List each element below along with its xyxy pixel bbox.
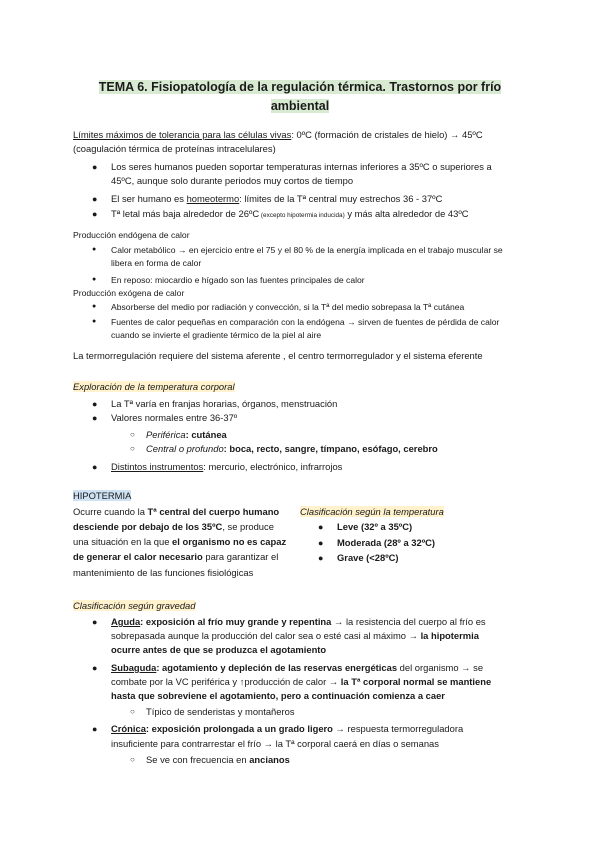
- limits-bullet-2: [111, 192, 442, 206]
- limits-line-1: [73, 128, 483, 142]
- cronica-label: Crónica: [111, 723, 146, 734]
- gravedad-heading: [73, 599, 195, 613]
- bullet-icon: ●: [92, 276, 97, 283]
- clasificacion-temp-heading-text: Clasificación según la temperatura: [300, 506, 444, 517]
- exploracion-sub-2: [146, 442, 438, 456]
- limits-bullet-2-pre: El ser humano es: [111, 193, 187, 204]
- exogena-bullet-2-line-1: Fuentes de calor pequeñas en comparación con la endógena → sirven de fuentes de pérdida de calor: [111, 317, 500, 327]
- circle-bullet-icon: ○: [130, 444, 135, 453]
- bullet-icon: ●: [92, 318, 97, 325]
- limits-bullet-3-note: (excepto hipotermia inducida): [259, 212, 345, 219]
- cronica-sub-b: ancianos: [249, 754, 290, 765]
- bullet-icon: ●: [92, 162, 98, 172]
- aguda-label: Aguda: [111, 616, 141, 627]
- circle-bullet-icon: ○: [130, 430, 135, 439]
- aguda-l2: sobrepasada aunque la producción del calor sea o esté casi al máximo →: [111, 630, 421, 641]
- subaguda-l2b: la Tª corporal normal se mantiene: [340, 676, 492, 687]
- exploracion-heading: [73, 380, 235, 394]
- clas-grave: Grave (<28ºC): [337, 552, 399, 563]
- aguda-l2b: la hipotermia: [420, 630, 479, 641]
- hipotermia-line-4: [73, 550, 278, 564]
- exploracion-heading-text: Exploración de la temperatura corporal: [73, 381, 235, 392]
- periferica-label: Periférica: [146, 429, 186, 440]
- subaguda-line-1: [111, 661, 483, 675]
- cronica-sub: [146, 753, 290, 767]
- aguda-line-1: [111, 615, 486, 629]
- gravedad-heading-text: Clasificación según gravedad: [73, 600, 196, 611]
- bullet-icon: ●: [318, 538, 324, 548]
- endogena-bullet-1-line-1: Calor metabólico → en ejercicio entre el 75 y el 80 % de la energía implicada en el trabajo muscular se: [111, 245, 503, 255]
- endogena-bullet-1-line-2: libera en forma de calor: [111, 258, 202, 268]
- title-line-1: TEMA 6. Fisiopatología de la regulación térmica. Trastornos por frío: [98, 80, 502, 94]
- limits-bullet-2-post: : límites de la Tª central muy estrechos 36 - 37ºC: [239, 193, 443, 204]
- aguda-l1: : exposición al frío muy grande y repentina: [140, 616, 332, 627]
- bullet-icon: ●: [92, 724, 98, 734]
- limits-text-1: : 0ºC (formación de cristales de hielo) → 45ºC: [291, 129, 483, 140]
- bullet-icon: ●: [92, 246, 97, 253]
- bullet-icon: ●: [318, 522, 324, 532]
- circle-bullet-icon: ○: [130, 755, 135, 764]
- subaguda-line-2: [111, 675, 491, 689]
- aguda-l1b: → la resistencia del cuerpo al frío es: [331, 616, 486, 627]
- bullet-icon: ●: [318, 553, 324, 563]
- subaguda-l2: combate por la VC periférica y ↑producción de calor →: [111, 676, 341, 687]
- bullet-icon: ●: [92, 209, 98, 219]
- exogena-heading: Producción exógena de calor: [73, 288, 185, 298]
- endogena-bullet-2: En reposo: miocardio e hígado son las fuentes principales de calor: [111, 275, 365, 285]
- hipotermia-l1-b: Tª central del cuerpo humano: [147, 506, 280, 517]
- bullet-icon: ●: [92, 462, 98, 472]
- bullet-icon: ●: [92, 617, 98, 627]
- cronica-sub-a: Se ve con frecuencia en: [146, 754, 250, 765]
- clasificacion-temp-heading: [300, 505, 444, 519]
- exogena-bullet-2-line-2: cuando se invierte el gradiente térmico de la piel al aire: [111, 330, 322, 340]
- exploracion-bullet-1: La Tª varía en franjas horarias, órganos, menstruación: [111, 398, 338, 409]
- aguda-line-2: [111, 629, 479, 643]
- bullet-icon: ●: [92, 194, 98, 204]
- exploracion-sub-1: [146, 428, 227, 442]
- central-label: Central o profundo: [146, 443, 224, 454]
- endogena-heading: Producción endógena de calor: [73, 230, 190, 240]
- hipotermia-l1-a: Ocurre cuando la: [73, 506, 148, 517]
- title-line-2: ambiental: [270, 99, 330, 113]
- cronica-line-1: [111, 722, 463, 736]
- hipotermia-heading-text: HIPOTERMIA: [73, 490, 132, 501]
- subaguda-label: Subaguda: [111, 662, 157, 673]
- hipotermia-l3-b: el organismo no es capaz: [172, 536, 287, 547]
- hipotermia-l4-b: de generar el calor necesario: [73, 551, 203, 562]
- clas-leve: Leve (32º a 35ºC): [337, 521, 413, 532]
- exploracion-bullet-2: Valores normales entre 36-37º: [111, 412, 238, 423]
- hipotermia-line-3: [73, 535, 286, 549]
- limits-bullet-3: [111, 207, 469, 223]
- circle-bullet-icon: ○: [130, 707, 135, 716]
- limits-label: Límites máximos de tolerancia para las células vivas: [73, 129, 292, 140]
- cronica-l1b: → respuesta termorreguladora: [332, 723, 464, 734]
- hipotermia-l2-a: , se produce: [222, 521, 274, 532]
- bullet-icon: ●: [92, 663, 98, 673]
- clas-moderada: Moderada (28º a 32ºC): [337, 537, 436, 548]
- subaguda-l1b: del organismo → se: [397, 662, 484, 673]
- aguda-line-3: ocurre antes de que se produzca el agotamiento: [111, 644, 327, 655]
- instrumentos-value: : mercurio, electrónico, infrarrojos: [203, 461, 343, 472]
- termorregulacion-text: La termorregulación requiere del sistema aferente , el centro termorregulador y el sistema eferente: [73, 350, 483, 361]
- page-title: [90, 78, 510, 116]
- cronica-l1: : exposición prolongada a un grado ligero: [145, 723, 333, 734]
- bullet-icon: ●: [92, 399, 98, 409]
- subaguda-l1: : agotamiento y depleción de las reservas energéticas: [156, 662, 398, 673]
- cronica-line-2: insuficiente para contrarrestar el frío → la Tª corporal caerá en días o semanas: [111, 738, 439, 749]
- instrumentos-label: Distintos instrumentos: [111, 461, 204, 472]
- limits-bullet-1-line-1: Los seres humanos pueden soportar temperaturas internas inferiores a 35ºC o superiores a: [111, 161, 492, 172]
- hipotermia-heading: [73, 489, 131, 503]
- exploracion-bullet-3: [111, 460, 342, 474]
- exogena-bullet-1: Absorberse del medio por radiación y convección, si la Tª del medio sobrepasa la Tª cutánea: [111, 302, 465, 312]
- limits-text-2: (coagulación térmica de proteínas intracelulares): [73, 143, 276, 154]
- hipotermia-l3-a: una situación en la que: [73, 536, 173, 547]
- limits-bullet-1-line-2: 45ºC, aunque solo durante periodos muy cortos de tiempo: [111, 175, 354, 186]
- hipotermia-l4-a: para garantizar el: [202, 551, 279, 562]
- subaguda-sub: Típico de senderistas y montañeros: [146, 706, 295, 717]
- hipotermia-line-1: [73, 505, 279, 519]
- periferica-value: : cutánea: [185, 429, 227, 440]
- hipotermia-line-2: [73, 520, 274, 534]
- bullet-icon: ●: [92, 413, 98, 423]
- homeotermo-term: homeotermo: [186, 193, 240, 204]
- subaguda-line-3: hasta que sobreviene el agotamiento, pero a continuación comienza a caer: [111, 690, 445, 701]
- limits-bullet-3-a: Tª letal más baja alrededor de 26ºC: [111, 208, 260, 219]
- limits-bullet-3-b: y más alta alrededor de 43ºC: [344, 208, 469, 219]
- bullet-icon: ●: [92, 303, 97, 310]
- hipotermia-line-5: mantenimiento de las funciones fisiológicas: [73, 567, 254, 578]
- hipotermia-l2-b: desciende por debajo de los 35ºC: [73, 521, 223, 532]
- central-value: : boca, recto, sangre, tímpano, esófago, cerebro: [223, 443, 438, 454]
